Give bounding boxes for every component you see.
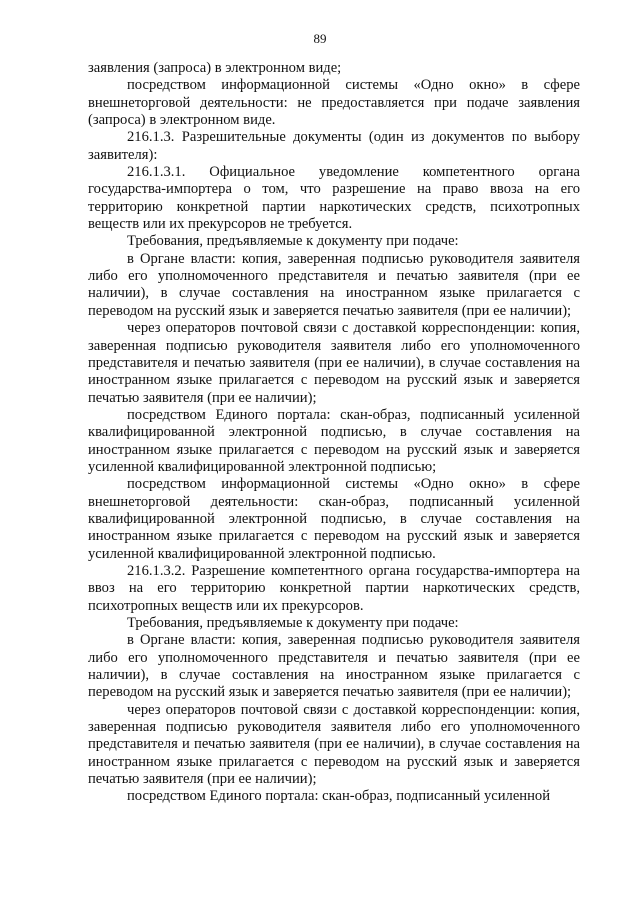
- paragraph: посредством Единого портала: скан-образ, подписанный усиленной квалифицированной электронной подписью, в случае составления на иностранном языке прилагается с переводом на русский язык и заверяется усиленной квалифицированной электронной подписью;: [88, 406, 580, 475]
- paragraph: в Органе власти: копия, заверенная подписью руководителя заявителя либо его уполномоченного представителя и печатью заявителя (при ее наличии), в случае составления на иностранном языке прилагается с переводом на русский язык и заверяется печатью заявителя (при ее наличии);: [88, 632, 580, 701]
- paragraph: в Органе власти: копия, заверенная подписью руководителя заявителя либо его уполномоченного представителя и печатью заявителя (при ее наличии), в случае составления на иностранном языке прилагается с переводом на русский язык и заверяется печатью заявителя (при ее наличии);: [88, 250, 580, 319]
- paragraph: посредством информационной системы «Одно окно» в сфере внешнеторговой деятельности: скан-образ, подписанный усиленной квалифицированной электронной подписью, в случае составления на иностранном языке прилагается с переводом на русский язык и заверяется усиленной квалифицированной электронной подписью.: [88, 476, 580, 562]
- paragraph-truncated: посредством Единого портала: скан-образ, подписанный усиленной: [127, 788, 551, 805]
- document-body: [88, 60, 580, 806]
- paragraph: через операторов почтовой связи с доставкой корреспонденции: копия, заверенная подписью руководителя заявителя либо его уполномоченного представителя и печатью заявителя (при ее наличии), в случае составления на иностранном языке прилагается с переводом на русский язык и заверяется печатью заявителя (при ее наличии);: [88, 320, 580, 406]
- paragraph-section-216-1-3: 216.1.3. Разрешительные документы (один из документов по выбору заявителя):: [88, 129, 580, 163]
- page-number: 89: [313, 31, 327, 46]
- paragraph-continuation: заявления (запроса) в электронном виде;: [88, 60, 342, 76]
- paragraph-section-216-1-3-1: 216.1.3.1. Официальное уведомление компетентного органа государства-импортера о том, что разрешение на право ввоза на его территорию конкретной партии наркотических средств, психотропных веществ или их прекурсоров не требуется.: [88, 164, 580, 233]
- paragraph-requirements-heading: Требования, предъявляемые к документу при подаче:: [127, 615, 459, 631]
- paragraph: посредством информационной системы «Одно окно» в сфере внешнеторговой деятельности: не предоставляется при подаче заявления (запроса) в электронном виде.: [88, 77, 580, 129]
- paragraph-requirements-heading: Требования, предъявляемые к документу при подаче:: [127, 233, 459, 250]
- paragraph: через операторов почтовой связи с доставкой корреспонденции: копия, заверенная подписью руководителя заявителя либо его уполномоченного представителя и печатью заявителя (при ее наличии), в случае составления на иностранном языке прилагается с переводом на русский язык и заверяется печатью заявителя (при ее наличии);: [88, 701, 580, 788]
- paragraph-section-216-1-3-2: 216.1.3.2. Разрешение компетентного органа государства-импортера на ввоз на его территорию конкретной партии наркотических средств, психотропных веществ или их прекурсоров.: [88, 562, 580, 614]
